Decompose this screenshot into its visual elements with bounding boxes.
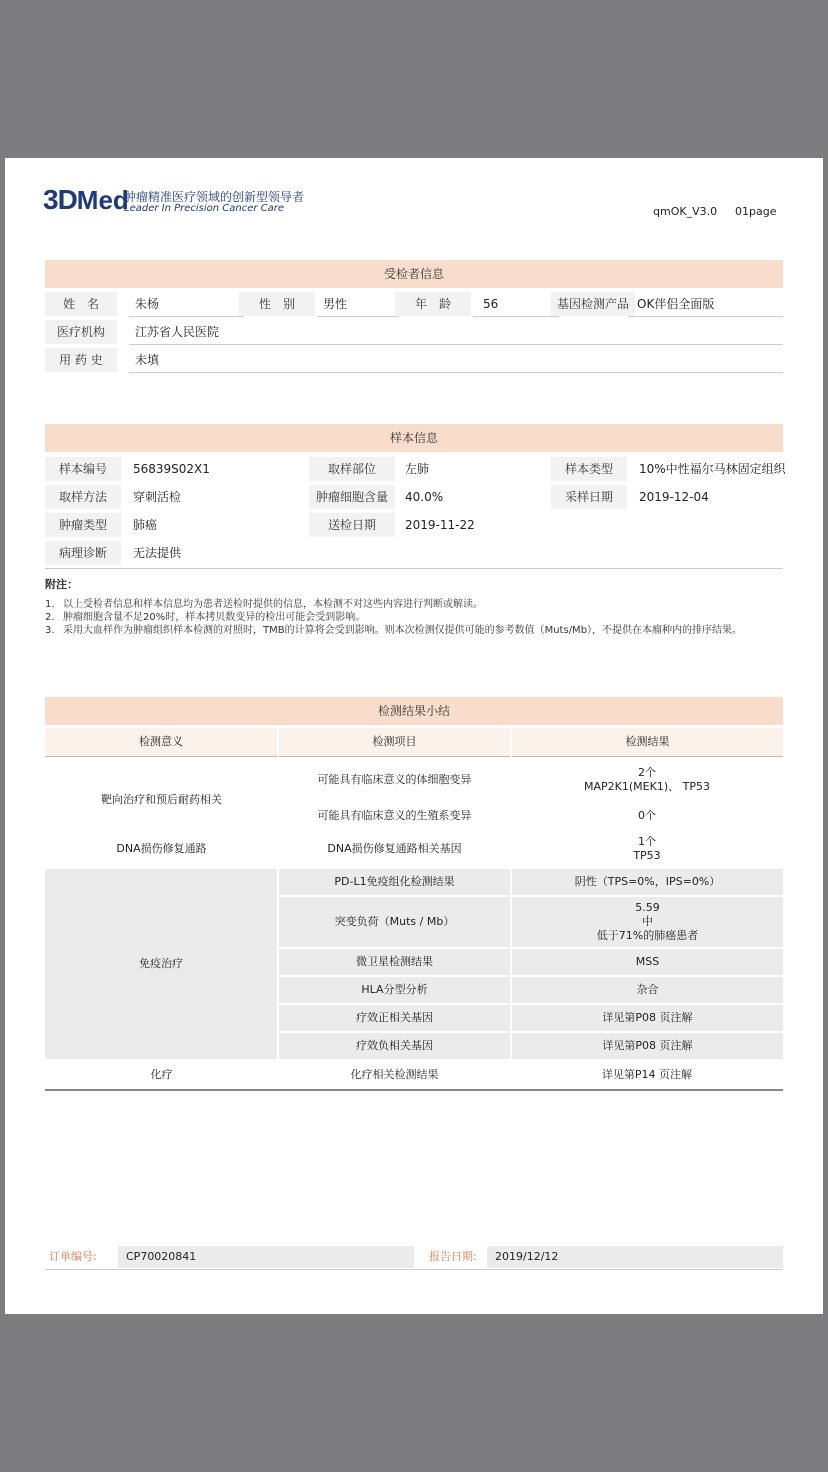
germline-item: 可能具有临床意义的生殖系变异 <box>278 803 511 829</box>
pathology-value: 无法提供 <box>133 546 182 560</box>
page-number: 01page <box>735 205 777 218</box>
tumor-type-label: 肿瘤类型 <box>45 513 121 537</box>
hla-result: 杂合 <box>511 976 783 1004</box>
report-date-value: 2019/12/12 <box>487 1246 783 1268</box>
col-meaning: 检测意义 <box>45 728 278 757</box>
note-item <box>45 598 783 611</box>
table-header <box>45 728 783 757</box>
sample-type-label: 样本类型 <box>551 457 627 481</box>
send-date-label: 送检日期 <box>309 513 395 537</box>
somatic-item: 可能具有临床意义的体细胞变异 <box>278 757 511 804</box>
note-text: 以上受检者信息和样本信息均为患者送检时提供的信息，本检测不对这些内容进行判断或解读。 <box>63 599 483 610</box>
germline-result: 0个 <box>511 803 783 829</box>
summary-section-title: 检测结果小结 <box>45 697 783 725</box>
logo-med: Med <box>76 185 129 215</box>
note-item <box>45 624 783 650</box>
logo <box>43 184 129 216</box>
name-label: 姓 名 <box>45 292 117 316</box>
order-value: CP70020841 <box>118 1246 414 1268</box>
msi-item: 微卫星检测结果 <box>278 948 511 976</box>
age-value: 56 <box>473 292 559 317</box>
sample-id-label: 样本编号 <box>45 457 121 481</box>
pdl1-result: 阴性（TPS=0%，IPS=0%） <box>511 869 783 896</box>
collect-date-label: 采样日期 <box>551 485 627 509</box>
order-label: 订单编号: <box>49 1250 97 1263</box>
dna-result <box>511 829 783 869</box>
logo-3d: 3D <box>43 184 77 215</box>
report-date-label: 报告日期: <box>429 1250 477 1263</box>
sample-id-value: 56839S02X1 <box>133 462 210 476</box>
site-label: 取样部位 <box>309 457 395 481</box>
tumor-content-value: 40.0% <box>405 490 444 504</box>
somatic-result <box>511 757 783 804</box>
tagline-cn: 肿瘤精准医疗领域的创新型领导者 <box>124 190 305 204</box>
somatic-genes: MAP2K1(MEK1)、 TP53 <box>584 780 710 793</box>
send-date-value: 2019-11-22 <box>405 518 475 532</box>
footer-divider <box>45 1269 783 1270</box>
dna-item: DNA损伤修复通路相关基因 <box>278 829 511 869</box>
notes-title: 附注： <box>45 578 78 591</box>
targeted-meaning: 靶向治疗和预后耐药相关 <box>45 757 278 830</box>
product-value: OK伴侣全面版 <box>629 292 783 317</box>
pathology-label: 病理诊断 <box>45 541 121 565</box>
chemo-item: 化疗相关检测结果 <box>278 1060 511 1090</box>
table-row <box>45 757 783 804</box>
note-number: 1. <box>45 599 55 610</box>
msi-result: MSS <box>511 948 783 976</box>
dna-genes: TP53 <box>633 849 661 862</box>
divider <box>45 568 783 569</box>
pos-gene-item: 疗效正相关基因 <box>278 1004 511 1032</box>
tmb-result <box>511 896 783 948</box>
neg-gene-item: 疗效负相关基因 <box>278 1032 511 1060</box>
method-value: 穿刺活检 <box>133 490 182 504</box>
medication-label: 用 药 史 <box>45 348 117 372</box>
dna-meaning: DNA损伤修复通路 <box>45 829 278 869</box>
chemo-result: 详见第P14 页注解 <box>511 1060 783 1090</box>
subject-section-title: 受检者信息 <box>45 260 783 288</box>
note-text: 采用大血样作为肿瘤组织样本检测的对照时，TMB的计算将会受到影响。则本次检测仅提供可能的参考数值（Muts/Mb），不提供在本瘤种内的排序结果。 <box>63 625 743 636</box>
note-item <box>45 611 783 624</box>
age-label: 年 龄 <box>395 292 471 316</box>
table-row <box>45 1060 783 1090</box>
dna-count: 1个 <box>638 835 656 848</box>
tumor-type-value: 肺癌 <box>133 518 158 532</box>
table-row <box>45 869 783 896</box>
note-text: 肿瘤细胞含量不足20%时，样本拷贝数变异的检出可能会受到影响。 <box>63 612 366 623</box>
tmb-value: 5.59 <box>635 901 660 914</box>
version: qmOK_V3.0 <box>653 205 718 218</box>
note-number: 3. <box>45 625 55 636</box>
col-result: 检测结果 <box>511 728 783 757</box>
note-number: 2. <box>45 612 55 623</box>
report-page <box>5 158 823 1314</box>
tmb-item: 突变负荷（Muts / Mb） <box>278 896 511 948</box>
collect-date-value: 2019-12-04 <box>639 490 709 504</box>
gender-label: 性 别 <box>239 292 315 316</box>
immuno-meaning: 免疫治疗 <box>45 869 278 1060</box>
institution-label: 医疗机构 <box>45 320 117 344</box>
tagline-en: Leader In Precision Cancer Care <box>124 203 285 214</box>
medication-value: 未填 <box>129 348 783 373</box>
method-label: 取样方法 <box>45 485 121 509</box>
pdl1-item: PD-L1免疫组化检测结果 <box>278 869 511 896</box>
sample-type-value: 10%中性福尔马林固定组织 <box>639 462 786 476</box>
gender-value: 男性 <box>317 292 399 317</box>
table-row <box>45 829 783 869</box>
tmb-level: 中 <box>642 915 653 928</box>
site-value: 左肺 <box>405 462 430 476</box>
product-label: 基因检测产品 <box>551 292 635 316</box>
somatic-count: 2个 <box>638 766 656 779</box>
institution-value: 江苏省人民医院 <box>129 320 783 345</box>
summary-table <box>45 728 783 1091</box>
hla-item: HLA分型分析 <box>278 976 511 1004</box>
neg-gene-result: 详见第P08 页注解 <box>511 1032 783 1060</box>
pos-gene-result: 详见第P08 页注解 <box>511 1004 783 1032</box>
tmb-percentile: 低于71%的肺癌患者 <box>596 929 699 942</box>
col-item: 检测项目 <box>278 728 511 757</box>
sample-section-title: 样本信息 <box>45 424 783 452</box>
chemo-meaning: 化疗 <box>45 1060 278 1090</box>
name-value: 朱杨 <box>129 292 243 317</box>
tumor-content-label: 肿瘤细胞含量 <box>309 485 395 509</box>
